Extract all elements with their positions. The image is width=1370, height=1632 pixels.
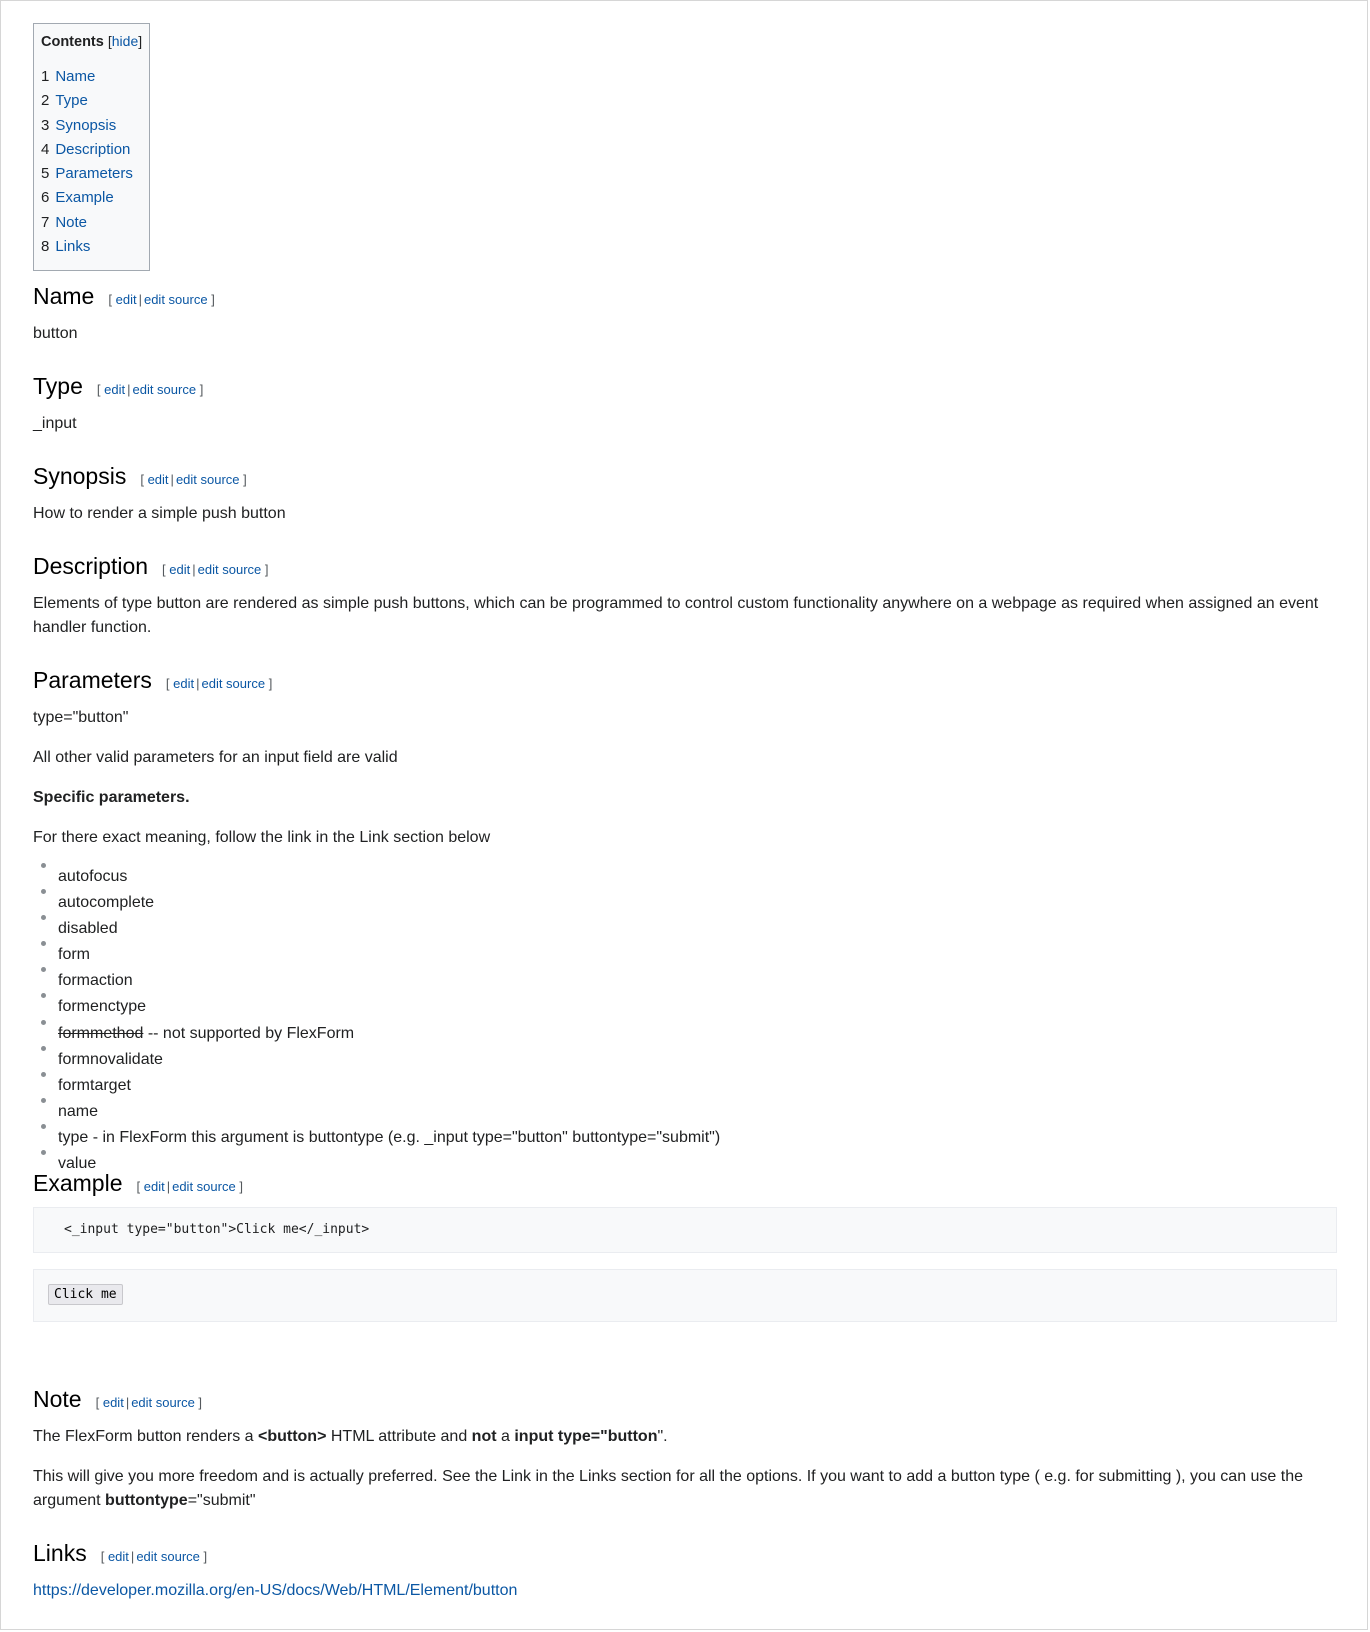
toc-item-name[interactable]: 1 Name — [41, 68, 96, 85]
edit-link[interactable]: edit — [173, 676, 195, 691]
toc-item-description[interactable]: 4 Description — [41, 140, 131, 158]
toc-item-synopsis[interactable]: 3 Synopsis — [41, 116, 117, 134]
list-item: disabled — [33, 916, 1337, 942]
type-text: _input — [33, 415, 77, 432]
edit-link[interactable]: edit — [143, 1179, 165, 1194]
section-synopsis — [33, 463, 1337, 526]
toc-hide-link[interactable]: hide — [111, 33, 139, 49]
param-follow-line: For there exact meaning, follow the link in the Link section below — [33, 829, 491, 846]
description-text: Elements of type button are rendered as simple push buttons, which can be programmed to control custom functionality anywhere on a webpage as required when assigned an event handler function. — [33, 595, 1319, 636]
edit-source-link[interactable]: edit source — [132, 382, 197, 397]
list-item: formaction — [33, 968, 1337, 994]
heading-parameters: Parameters [ edit | edit source ] — [33, 667, 273, 693]
param-type-line: type="button" — [33, 709, 129, 726]
heading-type: Type [ edit | edit source ] — [33, 373, 204, 399]
table-of-contents — [33, 23, 150, 271]
mdn-button-link[interactable]: https://developer.mozilla.org/en-US/docs/Web/HTML/Element/button — [33, 1582, 518, 1599]
note-line-2: This will give you more freedom and is actually preferred. See the Link in the Links section for all the options. If you want to add a button type ( e.g. for submitting ), you can use the argument buttontype="submit" — [33, 1468, 1304, 1509]
edit-link[interactable]: edit — [102, 1395, 124, 1410]
formmethod-note: -- not supported by FlexForm — [143, 1024, 355, 1042]
param-specific-title: Specific parameters. — [33, 789, 190, 806]
edit-link[interactable]: edit — [107, 1549, 129, 1564]
section-links — [33, 1540, 1337, 1603]
edit-source-link[interactable]: edit source — [197, 562, 262, 577]
edit-link[interactable]: edit — [169, 562, 191, 577]
toc-list — [41, 68, 142, 262]
click-me-button[interactable]: Click me — [48, 1284, 123, 1305]
heading-note: Note [ edit | edit source ] — [33, 1386, 203, 1412]
code-block — [33, 1207, 1337, 1253]
edit-section-links: [ edit | edit source ] — [96, 382, 204, 397]
edit-source-link[interactable]: edit source — [172, 1179, 236, 1194]
edit-section-links: [ edit | edit source ] — [100, 1549, 208, 1564]
edit-section-links: [ edit | edit source ] — [108, 292, 215, 307]
code-text: <_input type="button">Click me</_input> — [64, 1222, 370, 1237]
toc-item-links[interactable]: 8 Links — [41, 238, 91, 256]
edit-source-link[interactable]: edit source — [136, 1549, 200, 1564]
links-paragraph — [33, 1579, 1337, 1603]
heading-synopsis: Synopsis [ edit | edit source ] — [33, 463, 247, 489]
heading-name: Name [ edit | edit source ] — [33, 283, 215, 309]
list-item: autofocus — [33, 864, 1337, 890]
list-item: autocomplete — [33, 890, 1337, 916]
edit-link[interactable]: edit — [115, 292, 137, 307]
list-item: form — [33, 942, 1337, 968]
heading-example: Example [ edit | edit source ] — [33, 1170, 243, 1196]
synopsis-text: How to render a simple push button — [33, 505, 286, 522]
heading-description: Description [ edit | edit source ] — [33, 553, 269, 579]
toc-item-type[interactable]: 2 Type — [41, 92, 88, 110]
toc-hide-toggle[interactable]: [hide] — [107, 33, 143, 49]
list-item: type - in FlexForm this argument is buttontype (e.g. _input type="button" buttontype="submit") — [33, 1125, 1337, 1151]
param-valid-line: All other valid parameters for an input field are valid — [33, 749, 398, 766]
edit-source-link[interactable]: edit source — [143, 292, 208, 307]
list-item: value — [33, 1151, 1337, 1177]
edit-section-links: [ edit | edit source ] — [162, 562, 269, 577]
edit-link[interactable]: edit — [104, 382, 126, 397]
name-text: button — [33, 325, 78, 342]
edit-link[interactable]: edit — [147, 472, 169, 487]
section-name — [33, 283, 1337, 346]
heading-links: Links [ edit | edit source ] — [33, 1540, 208, 1566]
section-example — [33, 1170, 1337, 1322]
param-list — [33, 864, 1337, 1177]
list-item: formtarget — [33, 1073, 1337, 1099]
note-line-1: The FlexForm button renders a <button> HTML attribute and not a input type="button". — [33, 1428, 668, 1445]
list-item: formenctype — [33, 994, 1337, 1020]
toc-header — [41, 33, 142, 50]
edit-section-links: [ edit | edit source ] — [136, 1179, 243, 1194]
list-item: name — [33, 1099, 1337, 1125]
formmethod-struck: formmethod — [58, 1024, 144, 1042]
edit-section-links: [ edit | edit source ] — [165, 676, 273, 691]
edit-source-link[interactable]: edit source — [201, 676, 266, 691]
toc-item-example[interactable]: 6 Example — [41, 189, 114, 207]
edit-source-link[interactable]: edit source — [175, 472, 240, 487]
article-content — [33, 23, 1337, 1599]
section-description — [33, 553, 1337, 640]
list-item: formnovalidate — [33, 1047, 1337, 1073]
section-parameters — [33, 667, 1337, 1177]
demo-output-box — [33, 1269, 1337, 1322]
edit-section-links: [ edit | edit source ] — [95, 1395, 203, 1410]
edit-section-links: [ edit | edit source ] — [140, 472, 247, 487]
toc-item-parameters[interactable]: 5 Parameters — [41, 165, 133, 183]
list-item — [33, 1021, 1337, 1047]
toc-title: Contents — [41, 34, 104, 50]
section-type — [33, 373, 1337, 436]
section-note — [33, 1386, 1337, 1513]
edit-source-link[interactable]: edit source — [131, 1395, 195, 1410]
toc-item-note[interactable]: 7 Note — [41, 213, 88, 231]
